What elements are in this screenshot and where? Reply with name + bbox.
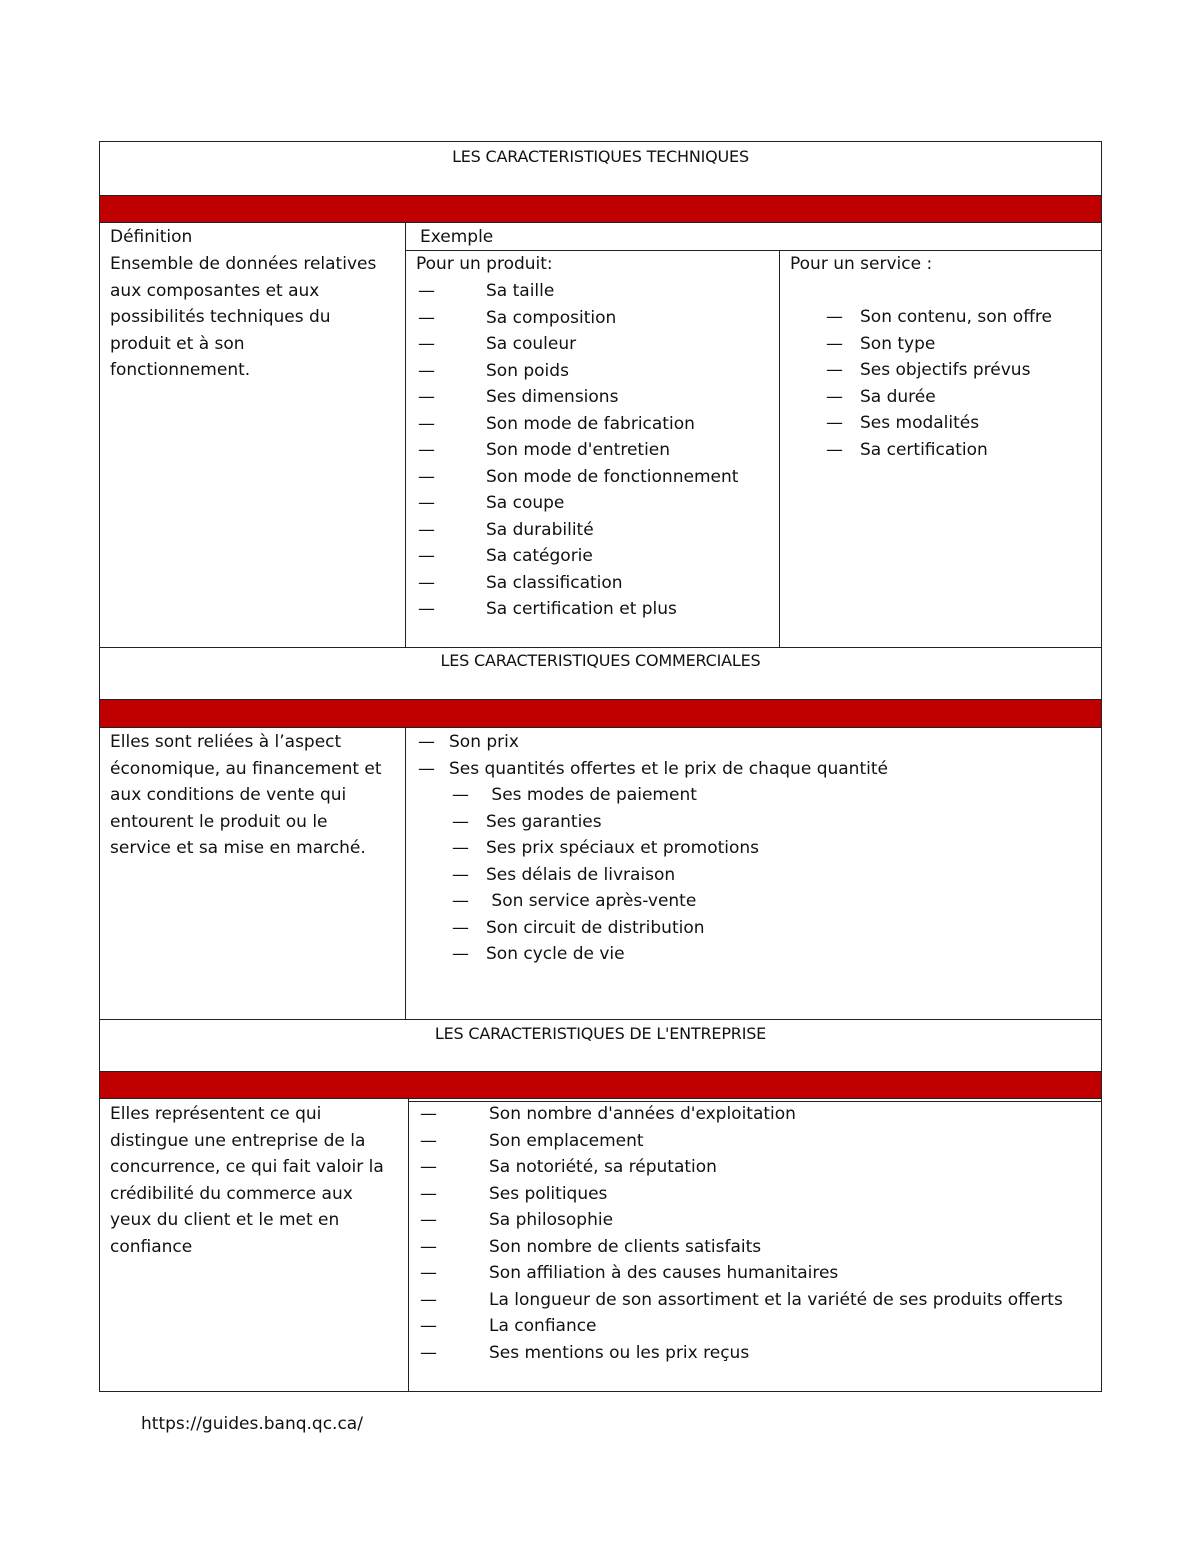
list-item xyxy=(420,1260,1063,1287)
section-title-company: LES CARACTERISTIQUES DE L'ENTREPRISE xyxy=(434,1024,767,1043)
list-item-label: Ses garanties xyxy=(486,811,602,832)
list-item-label: Ses modes de paiement xyxy=(486,785,697,805)
dash-bullet-icon: — xyxy=(452,944,469,964)
list-item xyxy=(420,1287,1063,1314)
list-item-label: Ses politiques xyxy=(489,1183,608,1204)
definition-line: possibilités techniques du xyxy=(110,307,331,327)
list-item-label: Son mode d'entretien xyxy=(486,440,671,460)
dash-bullet-icon: — xyxy=(418,758,435,779)
header-example: Exemple xyxy=(420,227,494,247)
definition-line: crédibilité du commerce aux xyxy=(110,1183,353,1204)
red-band xyxy=(100,700,1101,727)
list-item-label: Sa catégorie xyxy=(486,546,593,566)
product-heading: Pour un produit: xyxy=(416,254,553,274)
list-item xyxy=(418,570,738,597)
list-item xyxy=(452,915,759,942)
list-item-label: Sa taille xyxy=(486,281,555,301)
definition-line: aux composantes et aux xyxy=(110,280,320,301)
definition-line: aux conditions de vente qui xyxy=(110,785,347,805)
list-item xyxy=(452,835,759,862)
divider xyxy=(99,222,1102,223)
definition-line: concurrence, ce qui fait valoir la xyxy=(110,1157,384,1177)
list-item-label: Sa composition xyxy=(486,307,617,328)
dash-bullet-icon: — xyxy=(420,1342,437,1363)
dash-bullet-icon: — xyxy=(826,360,843,380)
dash-bullet-icon: — xyxy=(418,334,435,354)
list-item-label: La longueur de son assortiment et la variété de ses produits offerts xyxy=(489,1289,1063,1310)
list-item-label: Sa durée xyxy=(860,386,936,407)
definition-line: Elles représentent ce qui xyxy=(110,1104,322,1124)
list-item-label: Son prix xyxy=(449,732,519,752)
list-item xyxy=(418,437,738,464)
list-item xyxy=(418,517,738,544)
dash-bullet-icon: — xyxy=(452,891,469,911)
list-item xyxy=(418,729,888,756)
list-item xyxy=(420,1340,1063,1367)
red-band xyxy=(100,1072,1101,1098)
definition-line: Elles sont reliées à l’aspect xyxy=(110,732,342,752)
list-item-label: Son affiliation à des causes humanitaires xyxy=(489,1263,839,1283)
list-item-label: Son circuit de distribution xyxy=(486,917,705,938)
list-item xyxy=(826,304,1052,331)
dash-bullet-icon: — xyxy=(418,281,435,301)
list-item xyxy=(418,543,738,570)
dash-bullet-icon: — xyxy=(418,599,435,619)
list-item-label: Ses prix spéciaux et promotions xyxy=(486,838,760,858)
list-item xyxy=(826,384,1052,411)
definition-line: économique, au financement et xyxy=(110,758,382,779)
definition-line: yeux du client et le met en xyxy=(110,1210,340,1230)
list-item xyxy=(452,809,759,836)
dash-bullet-icon: — xyxy=(418,572,435,593)
dash-bullet-icon: — xyxy=(826,386,843,407)
list-item-label: Son nombre de clients satisfaits xyxy=(489,1236,762,1257)
list-item xyxy=(826,331,1052,358)
list-item xyxy=(420,1101,1063,1128)
divider xyxy=(99,1019,1102,1020)
list-item-label: Sa certification xyxy=(860,439,988,460)
source-url: https://guides.banq.qc.ca/ xyxy=(141,1414,363,1434)
red-band xyxy=(100,196,1101,222)
dash-bullet-icon: — xyxy=(452,917,469,938)
definition-line: distingue une entreprise de la xyxy=(110,1130,366,1151)
definition-company xyxy=(110,1101,384,1260)
dash-bullet-icon: — xyxy=(420,1130,437,1151)
list-item-label: Son emplacement xyxy=(489,1130,644,1151)
dash-bullet-icon: — xyxy=(418,732,435,752)
column-divider xyxy=(408,1098,409,1392)
list-item xyxy=(418,358,738,385)
list-item-label: Sa classification xyxy=(486,572,623,593)
dash-bullet-icon: — xyxy=(452,811,469,832)
list-item xyxy=(418,305,738,332)
service-characteristics-list xyxy=(826,304,1052,463)
list-item xyxy=(420,1181,1063,1208)
list-item xyxy=(420,1154,1063,1181)
list-item-label: Ses objectifs prévus xyxy=(860,360,1031,380)
definition-line: entourent le produit ou le xyxy=(110,811,328,832)
list-item xyxy=(452,888,759,915)
list-item-label: Sa certification et plus xyxy=(486,599,677,619)
divider xyxy=(99,1098,1102,1099)
dash-bullet-icon: — xyxy=(418,493,435,513)
dash-bullet-icon: — xyxy=(418,307,435,328)
list-item xyxy=(826,410,1052,437)
column-divider xyxy=(405,727,406,1019)
dash-bullet-icon: — xyxy=(826,307,843,327)
definition-line: fonctionnement. xyxy=(110,360,251,380)
divider xyxy=(99,647,1102,648)
company-characteristics-list xyxy=(420,1101,1063,1366)
list-item-label: Son cycle de vie xyxy=(486,944,625,964)
list-item-label: Ses dimensions xyxy=(486,387,619,407)
list-item-label: Son poids xyxy=(486,360,569,381)
dash-bullet-icon: — xyxy=(826,333,843,354)
list-item-label: Sa couleur xyxy=(486,334,577,354)
definition-line: service et sa mise en marché. xyxy=(110,838,366,858)
definition-line: produit et à son xyxy=(110,333,245,354)
list-item xyxy=(452,782,759,809)
definition-technical xyxy=(110,251,376,384)
commercial-main-list xyxy=(418,729,888,782)
list-item xyxy=(418,756,888,783)
dash-bullet-icon: — xyxy=(420,1316,437,1336)
dash-bullet-icon: — xyxy=(420,1104,437,1124)
dash-bullet-icon: — xyxy=(826,413,843,433)
header-definition: Définition xyxy=(110,227,193,247)
list-item xyxy=(418,490,738,517)
list-item xyxy=(418,331,738,358)
list-item-label: Son service après-vente xyxy=(486,891,697,911)
list-item xyxy=(418,384,738,411)
service-heading: Pour un service : xyxy=(790,254,933,274)
dash-bullet-icon: — xyxy=(452,864,469,885)
divider xyxy=(99,727,1102,728)
section-title-technical: LES CARACTERISTIQUES TECHNIQUES xyxy=(452,147,749,166)
list-item xyxy=(452,941,759,968)
dash-bullet-icon: — xyxy=(452,838,469,858)
dash-bullet-icon: — xyxy=(420,1289,437,1310)
dash-bullet-icon: — xyxy=(418,519,435,540)
column-divider xyxy=(405,222,406,647)
dash-bullet-icon: — xyxy=(420,1210,437,1230)
list-item-label: Sa notoriété, sa réputation xyxy=(489,1157,717,1177)
list-item-label: Son contenu, son offre xyxy=(860,307,1052,327)
dash-bullet-icon: — xyxy=(418,387,435,407)
list-item xyxy=(420,1313,1063,1340)
commercial-sub-list xyxy=(452,782,759,968)
dash-bullet-icon: — xyxy=(418,466,435,487)
section-title-commercial: LES CARACTERISTIQUES COMMERCIALES xyxy=(440,651,761,670)
list-item-label: Ses modalités xyxy=(860,413,980,433)
column-divider xyxy=(779,250,780,647)
dash-bullet-icon: — xyxy=(418,440,435,460)
list-item-label: Ses délais de livraison xyxy=(486,864,676,885)
list-item-label: La confiance xyxy=(489,1316,597,1336)
dash-bullet-icon: — xyxy=(420,1183,437,1204)
definition-commercial xyxy=(110,729,382,862)
list-item-label: Son mode de fabrication xyxy=(486,413,695,434)
list-item xyxy=(826,357,1052,384)
list-item-label: Sa philosophie xyxy=(489,1210,614,1230)
list-item xyxy=(418,596,738,623)
list-item-label: Ses mentions ou les prix reçus xyxy=(489,1342,750,1363)
list-item xyxy=(418,411,738,438)
dash-bullet-icon: — xyxy=(418,360,435,381)
list-item xyxy=(452,862,759,889)
list-item-label: Son type xyxy=(860,333,936,354)
dash-bullet-icon: — xyxy=(826,439,843,460)
list-item xyxy=(420,1234,1063,1261)
list-item-label: Son mode de fonctionnement xyxy=(486,466,739,487)
product-characteristics-list xyxy=(418,278,738,623)
list-item-label: Son nombre d'années d'exploitation xyxy=(489,1104,796,1124)
dash-bullet-icon: — xyxy=(452,785,469,805)
list-item xyxy=(418,278,738,305)
definition-line: Ensemble de données relatives xyxy=(110,254,377,274)
list-item xyxy=(420,1207,1063,1234)
list-item-label: Sa coupe xyxy=(486,493,565,513)
dash-bullet-icon: — xyxy=(420,1157,437,1177)
list-item xyxy=(420,1128,1063,1155)
list-item xyxy=(418,464,738,491)
dash-bullet-icon: — xyxy=(420,1236,437,1257)
dash-bullet-icon: — xyxy=(418,413,435,434)
dash-bullet-icon: — xyxy=(418,546,435,566)
dash-bullet-icon: — xyxy=(420,1263,437,1283)
definition-line: confiance xyxy=(110,1236,193,1257)
list-item xyxy=(826,437,1052,464)
list-item-label: Sa durabilité xyxy=(486,519,594,540)
list-item-label: Ses quantités offertes et le prix de chaque quantité xyxy=(449,758,888,779)
